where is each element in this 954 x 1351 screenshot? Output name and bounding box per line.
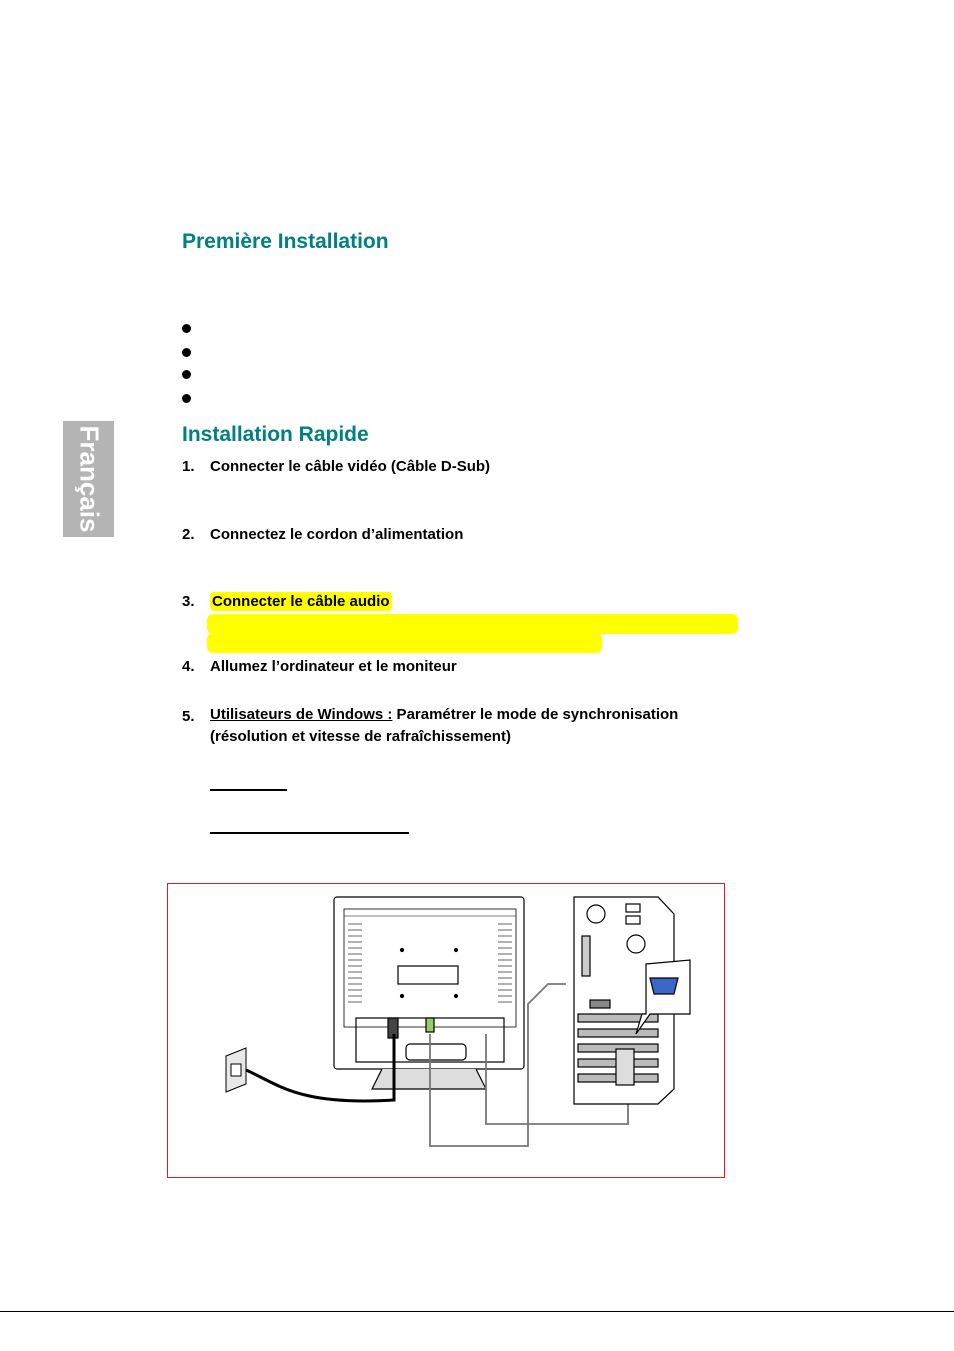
step-2-text: Connectez le cordon d’alimentation: [210, 526, 464, 543]
step-5-number: 5.: [182, 708, 195, 725]
step-2-number: 2.: [182, 526, 195, 543]
highlight-bar: [207, 614, 738, 634]
monitor-back-illustration: [334, 897, 524, 1089]
wall-outlet-illustration: [226, 1048, 246, 1092]
step-4-number: 4.: [182, 658, 195, 675]
language-side-tab: [63, 421, 114, 537]
connection-diagram: [168, 884, 723, 1176]
bullet-icon: [182, 324, 191, 333]
step-5-text: [210, 704, 730, 748]
step-3-highlighted-label: Connecter le câble audio: [212, 593, 390, 610]
highlight-bar: [207, 633, 602, 653]
step-1-text: Connecter le câble vidéo (Câble D-Sub): [210, 458, 491, 475]
step-5-description: Paramétrer le mode de synchronisation (résolution et vitesse de rafraîchissement): [210, 706, 679, 745]
language-label: Français: [74, 425, 104, 533]
step-5-underlined-label: Utilisateurs de Windows :: [210, 706, 393, 723]
step-1-number: 1.: [182, 458, 195, 475]
connection-diagram-frame: [167, 883, 725, 1178]
underline-rule: [210, 832, 409, 834]
bullet-icon: [182, 370, 191, 379]
step-3-number: 3.: [182, 593, 195, 610]
first-install-heading: Première Installation: [182, 230, 389, 253]
step-4-text: Allumez l’ordinateur et le moniteur: [210, 658, 457, 675]
bullet-icon: [182, 348, 191, 357]
quick-install-heading: Installation Rapide: [182, 423, 369, 446]
footer-rule: [0, 1311, 954, 1312]
underline-rule: [210, 789, 287, 791]
step-3-text: [210, 591, 392, 613]
bullet-icon: [182, 394, 191, 403]
